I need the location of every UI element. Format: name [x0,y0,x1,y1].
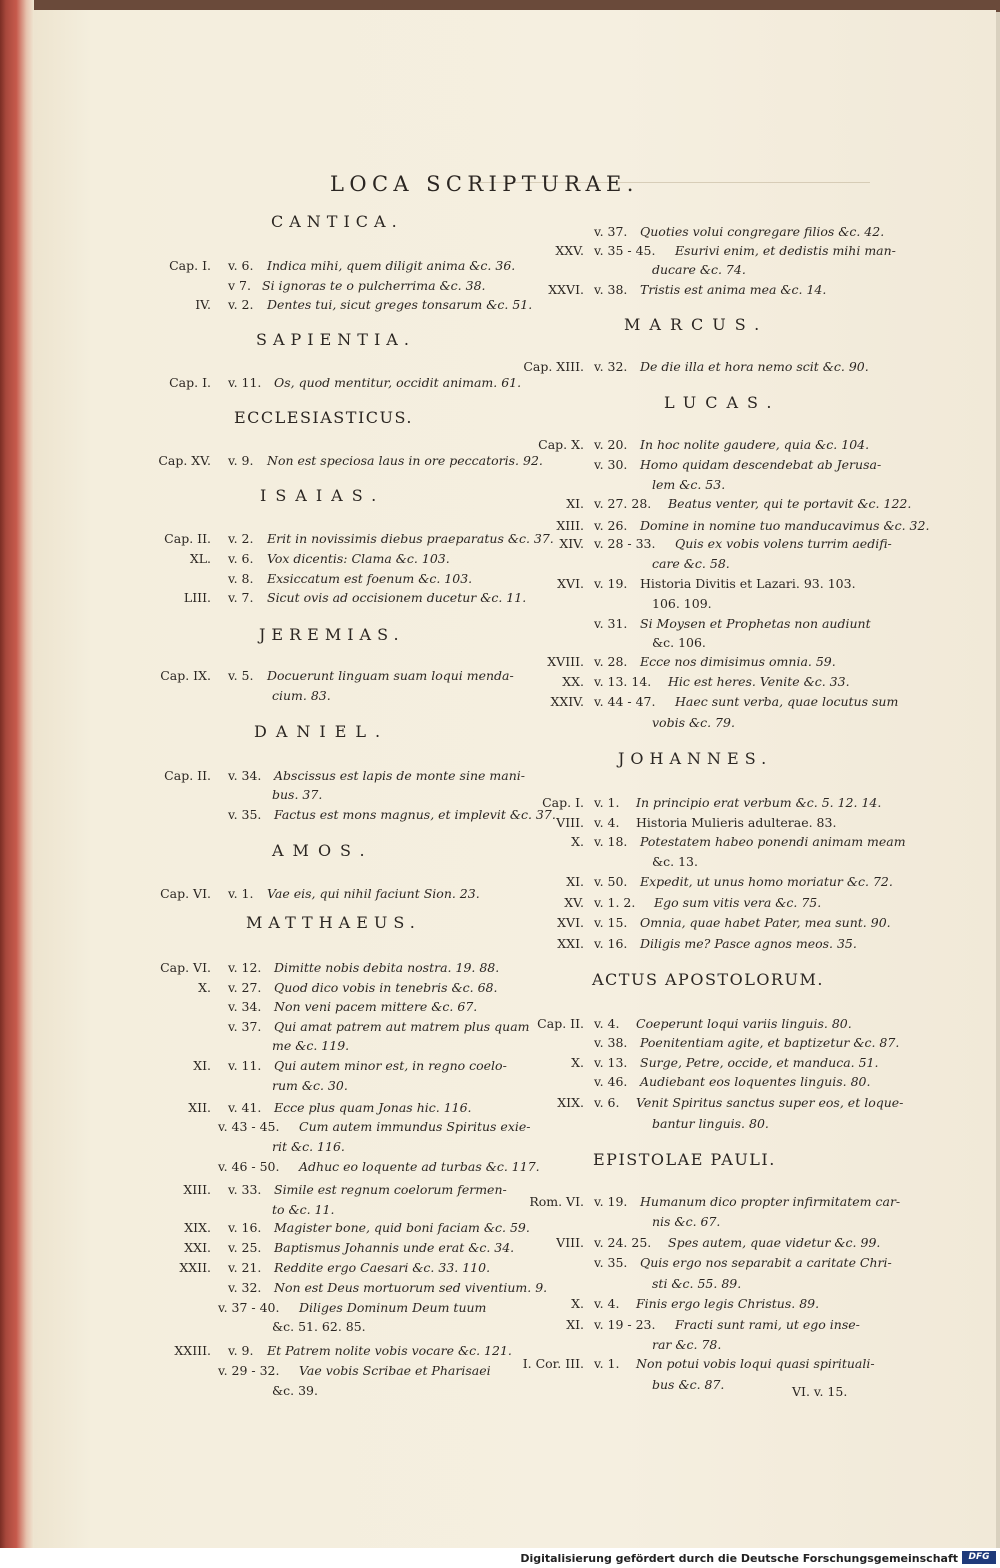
entry-text: care &c. 58. [652,556,730,571]
verse-ref: v. 24. 25. [594,1235,652,1250]
entry-text: Factus est mons magnus, et implevit &c. 37. [274,807,556,822]
chapter-ref: Cap. I. [169,258,211,273]
verse-ref: v. 16. [228,1220,262,1235]
entry-text: Beatus venter, qui te portavit &c. 122. [668,496,912,511]
chapter-ref: XXI. [557,936,584,951]
chapter-ref: XVI. [557,915,584,930]
entry-text: Vox dicentis: Clama &c. 103. [267,551,450,566]
verse-ref: v. 37. [228,1019,262,1034]
chapter-ref: XXI. [184,1240,211,1255]
entry-text: Indica mihi, quem diligit anima &c. 36. [267,258,516,273]
verse-ref: v. 6. [228,258,254,273]
verse-ref: v. 34. [228,768,262,783]
chapter-ref: Cap. II. [537,1016,584,1031]
verse-ref: v. 28 - 33. [594,536,656,551]
verse-ref: v. 4. [594,815,620,830]
entry-text: Fracti sunt rami, ut ego inse- [675,1317,860,1332]
verse-ref: v. 1. 2. [594,895,636,910]
chapter-ref: XI. [566,496,584,511]
entry-text: bus &c. 87. [652,1377,725,1392]
chapter-ref: I. Cor. III. [522,1356,584,1371]
verse-ref: v. 11. [228,1058,262,1073]
verse-ref: v. 16. [594,936,628,951]
entry-text: Tristis est anima mea &c. 14. [640,282,827,297]
entry-text: Et Patrem nolite vobis vocare &c. 121. [267,1343,512,1358]
section-heading-marcus: MARCUS. [624,315,769,334]
chapter-ref: X. [571,1055,584,1070]
entry-text: rum &c. 30. [272,1078,348,1093]
entry-text: Omnia, quae habet Pater, mea sunt. 90. [640,915,891,930]
chapter-ref: Cap. II. [164,531,211,546]
entry-text: 106. 109. [652,596,712,611]
entry-text: Surge, Petre, occide, et manduca. 51. [640,1055,879,1070]
verse-ref: v. 27. 28. [594,496,652,511]
chapter-ref: XV. [564,895,584,910]
chapter-ref: Cap. II. [164,768,211,783]
verse-ref: v. 38. [594,282,628,297]
entry-text: Esurivi enim, et dedistis mihi man- [675,243,896,258]
book-edge-left [0,0,34,1568]
verse-ref: v. 28. [594,654,628,669]
verse-ref: v. 2. [228,531,254,546]
entry-text: Ego sum vitis vera &c. 75. [654,895,822,910]
entry-text: Humanum dico propter infirmitatem car- [640,1194,901,1209]
verse-ref: v. 35 - 45. [594,243,656,258]
entry-text: Finis ergo legis Christus. 89. [636,1296,820,1311]
entry-text: Quoties volui congregare filios &c. 42. [640,224,885,239]
entry-text: Poenitentiam agite, et baptizetur &c. 87. [640,1035,900,1050]
chapter-ref: XI. [566,1317,584,1332]
verse-ref: v. 26. [594,518,628,533]
verse-ref: v. 44 - 47. [594,694,656,709]
entry-text: Cum autem immundus Spiritus exie- [299,1119,531,1134]
entry-text: Adhuc eo loquente ad turbas &c. 117. [299,1159,540,1174]
verse-ref: v. 6. [594,1095,620,1110]
chapter-ref: VIII. [556,815,584,830]
verse-ref: v. 21. [228,1260,262,1275]
dfg-logo: DFG [962,1551,996,1564]
entry-text: Si ignoras te o pulcherrima &c. 38. [262,278,486,293]
chapter-ref: Cap. X. [538,437,584,452]
entry-text: Erit in novissimis diebus praeparatus &c. 37. [267,531,554,546]
chapter-ref: XXIV. [550,694,584,709]
entry-text: Qui autem minor est, in regno coelo- [274,1058,507,1073]
chapter-ref: XI. [193,1058,211,1073]
verse-ref: v. 34. [228,999,262,1014]
chapter-ref: Cap. I. [542,795,584,810]
entry-text: Non potui vobis loqui quasi spirituali- [636,1356,875,1371]
section-heading-sapientia: SAPIENTIA. [256,330,415,349]
verse-ref: v. 13. 14. [594,674,652,689]
entry-text: In principio erat verbum &c. 5. 12. 14. [636,795,882,810]
verse-ref: v. 6. [228,551,254,566]
section-heading-matthaeus: MATTHAEUS. [246,913,421,932]
entry-text: Os, quod mentitur, occidit animam. 61. [274,375,522,390]
verse-ref: v. 46. [594,1074,628,1089]
verse-ref: v. 30. [594,457,628,472]
chapter-ref: X. [571,1296,584,1311]
verse-ref: v. 15. [594,915,628,930]
verse-ref: v. 35. [594,1255,628,1270]
chapter-ref: XIX. [557,1095,584,1110]
verse-ref: v. 38. [594,1035,628,1050]
verse-ref: v. 32. [594,359,628,374]
entry-text: Haec sunt verba, quae locutus sum [675,694,899,709]
verse-ref: v. 9. [228,1343,254,1358]
chapter-ref: XXVI. [548,282,584,297]
section-heading-amos: AMOS. [272,841,374,860]
entry-text: rit &c. 116. [272,1139,345,1154]
entry-text: Audiebant eos loquentes linguis. 80. [640,1074,871,1089]
chapter-ref: IV. [195,297,211,312]
verse-ref: v. 32. [228,1280,262,1295]
entry-text: vobis &c. 79. [652,715,735,730]
verse-ref: v. 4. [594,1296,620,1311]
verse-ref: v. 19 - 23. [594,1317,656,1332]
entry-text: ducare &c. 74. [652,262,746,277]
entry-text: Baptismus Johannis unde erat &c. 34. [274,1240,515,1255]
entry-text: me &c. 119. [272,1038,350,1053]
chapter-ref: XVIII. [547,654,584,669]
chapter-ref: VIII. [556,1235,584,1250]
entry-text: Ecce nos dimisimus omnia. 59. [640,654,836,669]
chapter-ref: X. [571,834,584,849]
entry-text: De die illa et hora nemo scit &c. 90. [640,359,869,374]
entry-text: Non est Deus mortuorum sed viventium. 9. [274,1280,548,1295]
verse-ref: v. 43 - 45. [218,1119,280,1134]
entry-text: Historia Divitis et Lazari. 93. 103. [640,576,856,591]
catchword: VI. v. 15. [792,1384,848,1399]
section-heading-epistolae: EPISTOLAE PAULI. [593,1150,776,1169]
verse-ref: v. 46 - 50. [218,1159,280,1174]
chapter-ref: XX. [562,674,584,689]
verse-ref: v. 33. [228,1182,262,1197]
entry-text: Sicut ovis ad occisionem ducetur &c. 11. [267,590,527,605]
chapter-ref: XXII. [179,1260,211,1275]
entry-text: Non veni pacem mittere &c. 67. [274,999,478,1014]
verse-ref: v. 7. [228,590,254,605]
verse-ref: v. 29 - 32. [218,1363,280,1378]
section-heading-actus: ACTUS APOSTOLORUM. [592,970,824,989]
entry-text: sti &c. 55. 89. [652,1276,742,1291]
section-heading-cantica: CANTICA. [271,212,403,231]
verse-ref: v. 1. [594,1356,620,1371]
entry-text: Ecce plus quam Jonas hic. 116. [274,1100,472,1115]
chapter-ref: XI. [566,874,584,889]
verse-ref: v. 4. [594,1016,620,1031]
entry-text: nis &c. 67. [652,1214,721,1229]
entry-text: bus. 37. [272,787,323,802]
entry-text: Simile est regnum coelorum fermen- [274,1182,507,1197]
section-heading-johannes: JOHANNES. [618,749,773,768]
chapter-ref: Cap. I. [169,375,211,390]
entry-text: In hoc nolite gaudere, quia &c. 104. [640,437,870,452]
verse-ref: v. 8. [228,571,254,586]
entry-text: &c. 39. [272,1383,318,1398]
chapter-ref: XL. [189,551,211,566]
chapter-ref: Cap. VI. [160,960,211,975]
chapter-ref: LIII. [183,590,211,605]
entry-text: &c. 51. 62. 85. [272,1319,366,1334]
section-heading-isaias: ISAIAS. [260,486,386,505]
verse-ref: v. 2. [228,297,254,312]
verse-ref: v. 20. [594,437,628,452]
entry-text: Coeperunt loqui variis linguis. 80. [636,1016,852,1031]
verse-ref: v. 5. [228,668,254,683]
page-title: LOCA SCRIPTURAE. [330,172,639,196]
chapter-ref: XIII. [183,1182,211,1197]
verse-ref: v. 27. [228,980,262,995]
entry-text: Magister bone, quid boni faciam &c. 59. [274,1220,530,1235]
entry-text: Diliges Dominum Deum tuum [299,1300,487,1315]
verse-ref: v. 9. [228,453,254,468]
entry-text: Exsiccatum est foenum &c. 103. [267,571,473,586]
entry-text: Quod dico vobis in tenebris &c. 68. [274,980,498,995]
entry-text: cium. 83. [272,688,331,703]
verse-ref: v. 37. [594,224,628,239]
footer-credit: Digitalisierung gefördert durch die Deutsche Forschungsgemeinschaft [520,1552,958,1565]
entry-text: rar &c. 78. [652,1337,722,1352]
verse-ref: v. 50. [594,874,628,889]
chapter-ref: XVI. [557,576,584,591]
chapter-ref: Rom. VI. [529,1194,584,1209]
verse-ref: v. 18. [594,834,628,849]
entry-text: Historia Mulieris adulterae. 83. [636,815,837,830]
entry-text: Quis ex vobis volens turrim aedifi- [675,536,892,551]
chapter-ref: Cap. XIII. [523,359,584,374]
entry-text: Dentes tui, sicut greges tonsarum &c. 51. [267,297,533,312]
section-heading-lucas: LUCAS. [664,393,781,412]
entry-text: Abscissus est lapis de monte sine mani- [274,768,525,783]
entry-text: Docuerunt linguam suam loqui menda- [267,668,514,683]
entry-text: Quis ergo nos separabit a caritate Chri- [640,1255,892,1270]
verse-ref: v. 35. [228,807,262,822]
entry-text: Venit Spiritus sanctus super eos, et loque- [636,1095,904,1110]
verse-ref: v. 1. [594,795,620,810]
entry-text: Domine in nomine tuo manducavimus &c. 32. [640,518,930,533]
chapter-ref: Cap. VI. [160,886,211,901]
entry-text: Vae eis, qui nihil faciunt Sion. 23. [267,886,480,901]
section-heading-jeremias: JEREMIAS. [259,625,405,644]
entry-text: Hic est heres. Venite &c. 33. [668,674,850,689]
chapter-ref: XXIII. [174,1343,211,1358]
verse-ref: v. 37 - 40. [218,1300,280,1315]
chapter-ref: XIX. [184,1220,211,1235]
verse-ref: v. 41. [228,1100,262,1115]
verse-ref: v. 25. [228,1240,262,1255]
chapter-ref: Cap. IX. [160,668,211,683]
verse-ref: v. 31. [594,616,628,631]
verse-ref: v. 19. [594,576,628,591]
entry-text: bantur linguis. 80. [652,1116,769,1131]
chapter-ref: Cap. XV. [158,453,211,468]
entry-text: Reddite ergo Caesari &c. 33. 110. [274,1260,491,1275]
chapter-ref: XIII. [556,518,584,533]
entry-text: Potestatem habeo ponendi animam meam [640,834,906,849]
chapter-ref: XXV. [555,243,584,258]
chapter-ref: X. [198,980,211,995]
entry-text: Qui amat patrem aut matrem plus quam [274,1019,530,1034]
entry-text: Homo quidam descendebat ab Jerusa- [640,457,882,472]
entry-text: Expedit, ut unus homo moriatur &c. 72. [640,874,893,889]
section-heading-ecclesiasticus: ECCLESIASTICUS. [234,408,413,427]
chapter-ref: XIV. [559,536,584,551]
verse-ref: v 7. [228,278,251,293]
section-heading-daniel: DANIEL. [254,722,390,741]
entry-text: lem &c. 53. [652,477,726,492]
entry-text: Dimitte nobis debita nostra. 19. 88. [274,960,500,975]
entry-text: Vae vobis Scribae et Pharisaei [299,1363,491,1378]
chapter-ref: XII. [188,1100,211,1115]
entry-text: to &c. 11. [272,1202,335,1217]
verse-ref: v. 19. [594,1194,628,1209]
verse-ref: v. 13. [594,1055,628,1070]
footer-bar [0,1548,1000,1568]
verse-ref: v. 1. [228,886,254,901]
entry-text: Diligis me? Pasce agnos meos. 35. [640,936,857,951]
entry-text: Spes autem, quae videtur &c. 99. [668,1235,881,1250]
entry-text: Non est speciosa laus in ore peccatoris. 92. [267,453,543,468]
verse-ref: v. 12. [228,960,262,975]
entry-text: &c. 13. [652,854,698,869]
entry-text: Si Moysen et Prophetas non audiunt [640,616,871,631]
entry-text: &c. 106. [652,635,706,650]
verse-ref: v. 11. [228,375,262,390]
